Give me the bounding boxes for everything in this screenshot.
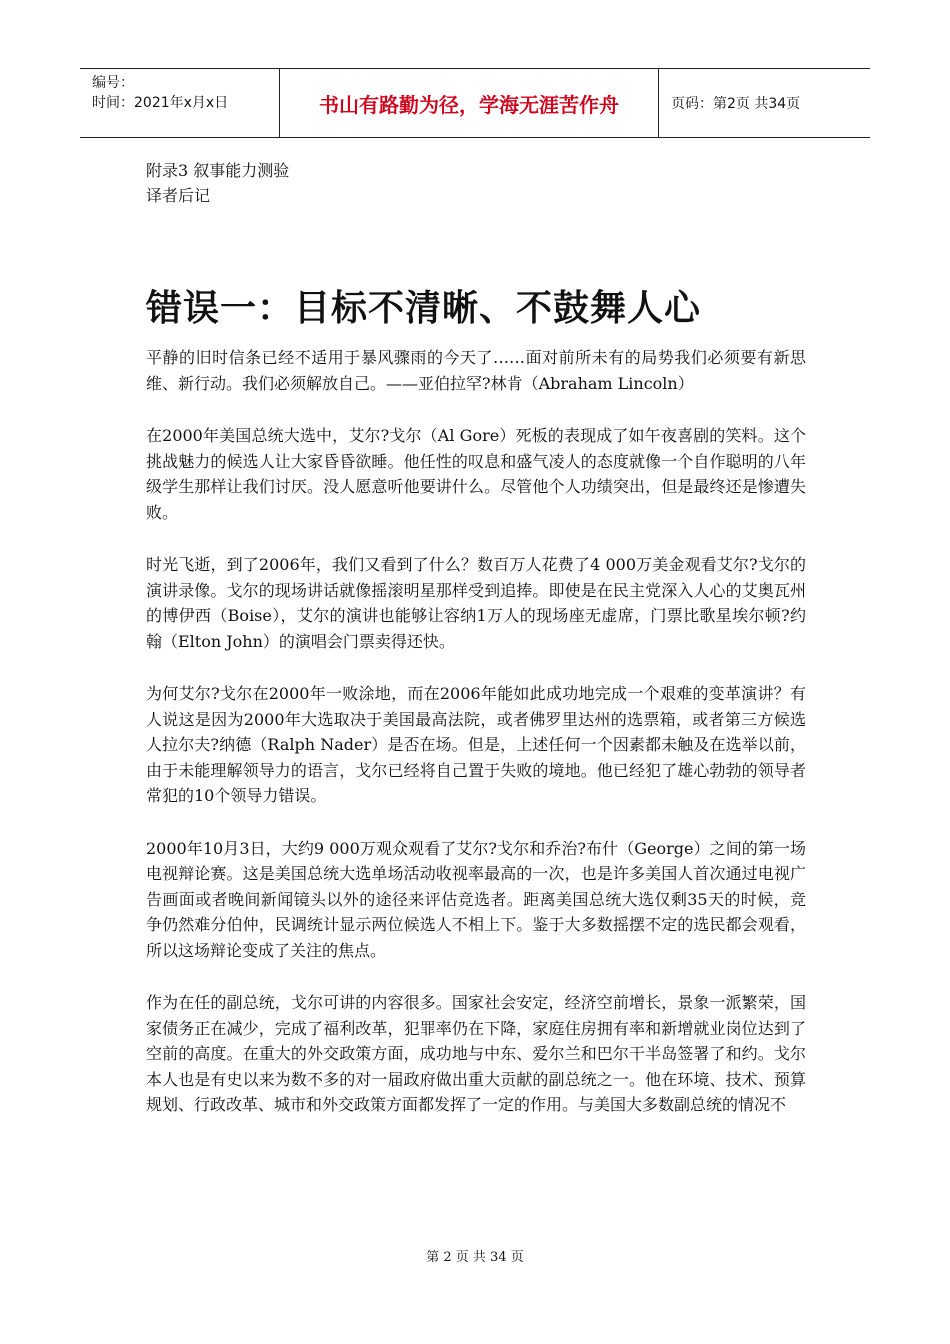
paragraph: 2000年10月3日，大约9 000万观众观看了艾尔?戈尔和乔治?布什（George）之间的第一场电视辩论赛。这是美国总统大选单场活动收视率最高的一次，也是许多美国人首次通过电视广告画面或者晚间新闻镜头以外的途径来评估竞选者。距离美国总统大选仅剩35天的时候，竞争仍然难分伯仲，民调统计显示两位候选人不相上下。鉴于大多数摇摆不定的选民都会观看，所以这场辩论变成了关注的焦点。 (146, 838, 806, 960)
body-text (146, 345, 806, 1145)
paragraph: 作为在任的副总统，戈尔可讲的内容很多。国家社会安定，经济空前增长，景象一派繁荣，国家债务正在减少，完成了福利改革，犯罪率仍在下降，家庭住房拥有率和新增就业岗位达到了空前的高度。在重大的外交政策方面，成功地与中东、爱尔兰和巴尔干半岛签署了和约。戈尔本人也是有史以来为数不多的对一届政府做出重大贡献的副总统之一。他在环境、技术、预算规划、行政改革、城市和外交政策方面都发挥了一定的作用。与美国大多数副总统的情况不 (146, 993, 806, 1114)
paragraph: 时光飞逝，到了2006年，我们又看到了什么？数百万人花费了4 000万美金观看艾尔?戈尔的演讲录像。戈尔的现场讲话就像摇滚明星那样受到追捧。即使是在民主党深入人心的艾奥瓦州的博伊西（Boise），艾尔的演讲也能够让容纳1万人的现场座无虚席，门票比歌星埃尔顿?约翰（Elton John）的演唱会门票卖得还快。 (146, 555, 806, 651)
time-label: 时间：2021年x月x日 (92, 95, 229, 111)
page-footer: 第 2 页 共 34 页 (426, 1250, 524, 1265)
header-page-info: 页码：第2页 共34页 (671, 96, 801, 112)
paragraph-quote: 平静的旧时信条已经不适用于暴风骤雨的今天了……面对前所未有的局势我们必须要有新思维、新行动。我们必须解放自己。——亚伯拉罕?林肯（Abraham Lincoln） (146, 348, 806, 393)
chapter-title: 错误一：目标不清晰、不鼓舞人心 (146, 288, 702, 329)
toc-item-afterword: 译者后记 (146, 186, 211, 205)
header-meta (80, 69, 280, 137)
paragraph: 在2000年美国总统大选中，艾尔?戈尔（Al Gore）死板的表现成了如午夜喜剧的笑料。这个挑战魅力的候选人让大家昏昏欲睡。他任性的叹息和盛气凌人的态度就像一个自作聪明的八年级学生那样让我们讨厌。没人愿意听他要讲什么。尽管他个人功绩突出，但是最终还是惨遭失败。 (146, 426, 806, 522)
header-motto: 书山有路勤为径，学海无涯苦作舟 (280, 69, 659, 137)
toc-item-appendix3: 附录3 叙事能力测验 (146, 161, 290, 180)
toc-list (146, 158, 289, 208)
paragraph: 为何艾尔?戈尔在2000年一败涂地，而在2006年能如此成功地完成一个艰难的变革演讲？有人说这是因为2000年大选取决于美国最高法院，或者佛罗里达州的选票箱，或者第三方候选人拉尔夫?纳德（Ralph Nader）是否在场。但是，上述任何一个因素都未触及在选举以前，由于未能理解领导力的语言，戈尔已经将自己置于失败的境地。他已经犯了雄心勃勃的领导者常犯的10个领导力错误。 (146, 684, 806, 805)
page-header (80, 68, 870, 138)
number-label: 编号： (92, 75, 134, 91)
